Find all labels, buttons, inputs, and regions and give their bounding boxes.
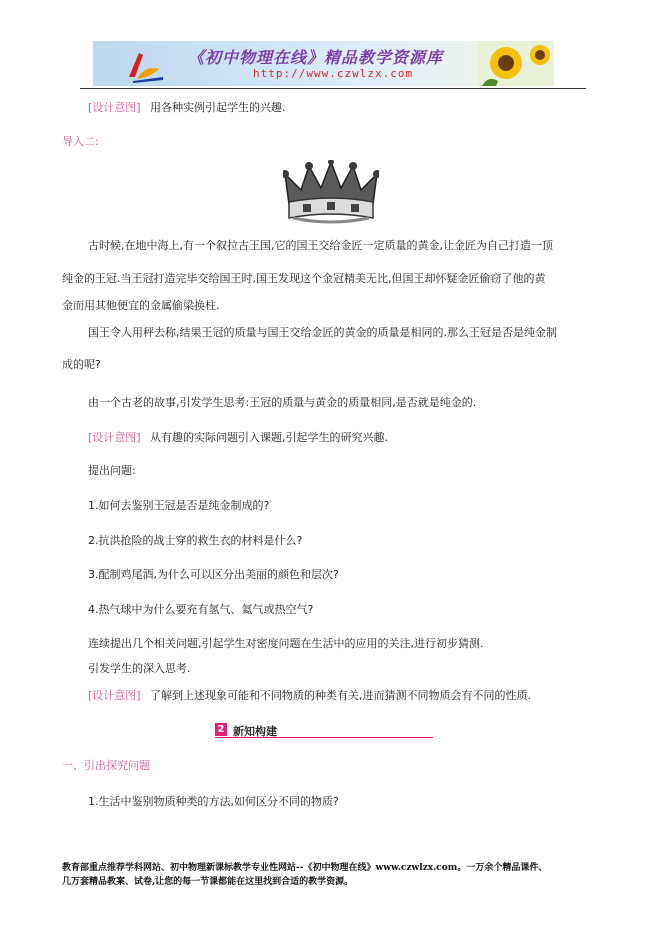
footer-line-1: 教育部重点推荐学科网站、初中物理新课标教学专业性网站--《初中物理在线》www.czwlzx.com。一万余个精品课件、 [62,863,548,873]
banner-title: 《初中物理在线》精品教学资源库 [188,48,444,67]
story-paragraph-1-line-1: 古时候,在地中海上,有一个叙拉古王国,它的国王交给金匠一定质量的黄金,让金匠为自己打造一顶 [88,239,553,252]
story-paragraph-2-line-2: 成的呢? [62,358,101,371]
question-item: 4.热气球中为什么要充有氢气、氦气或热空气? [88,603,314,616]
question-item: 2.抗洪抢险的战士穿的救生衣的材料是什么? [88,534,303,547]
design-intent-text: 从有趣的实际问题引入课题,引起学生的研究兴趣. [150,431,388,444]
header-banner [93,41,554,86]
followup-line-1: 连续提出几个相关问题,引起学生对密度问题在生活中的应用的关注,进行初步猜测. [88,637,484,650]
story-paragraph-1-line-2: 纯金的王冠.当王冠打造完毕交给国王时,国王发现这个金冠精美无比,但国王却怀疑金匠偷窃了他的黄 [62,272,546,285]
questions-heading: 提出问题: [88,464,136,477]
story-paragraph-1-line-3: 金而用其他便宜的金属偷梁换柱. [62,299,220,312]
design-intent-label: [设计意图] [88,431,141,444]
followup-line-2: 引发学生的深入思考. [88,662,191,675]
subsection-question: 1.生活中鉴别物质种类的方法,如何区分不同的物质? [88,795,339,808]
story-paragraph-3: 由一个古老的故事,引发学生思考:王冠的质量与黄金的质量相同,是否就是纯金的. [88,396,477,409]
header-rule [80,88,586,89]
banner-url: http://www.czwlzx.com [253,67,414,80]
story-paragraph-2-line-1: 国王令人用秤去称,结果王冠的质量与国王交给金匠的黄金的质量是相同的.那么王冠是否是纯金制 [88,326,557,339]
section-underline [215,737,433,738]
section-title: 新知构建 [233,725,277,738]
design-intent-text: 了解到上述现象可能和不同物质的种类有关,进而猜测不同物质会有不同的性质. [150,689,531,702]
crown-image [283,160,379,226]
site-logo-icon [123,47,167,83]
subsection-heading: 一、引出探究问题 [62,759,150,772]
intro2-heading: 导入二: [62,135,99,148]
sunflower-icon [478,41,554,86]
footer-line-2: 几万套精品教案、试卷,让您的每一节课都能在这里找到合适的教学资源。 [62,877,354,887]
design-intent-label: [设计意图] [88,101,141,114]
section-number-badge: 2 [215,723,227,736]
question-item: 1.如何去鉴别王冠是否是纯金制成的? [88,499,270,512]
design-intent-label: [设计意图] [88,689,141,702]
design-intent-text: 用各种实例引起学生的兴趣. [150,101,286,114]
question-item: 3.配制鸡尾酒,为什么可以区分出美丽的颜色和层次? [88,568,339,581]
